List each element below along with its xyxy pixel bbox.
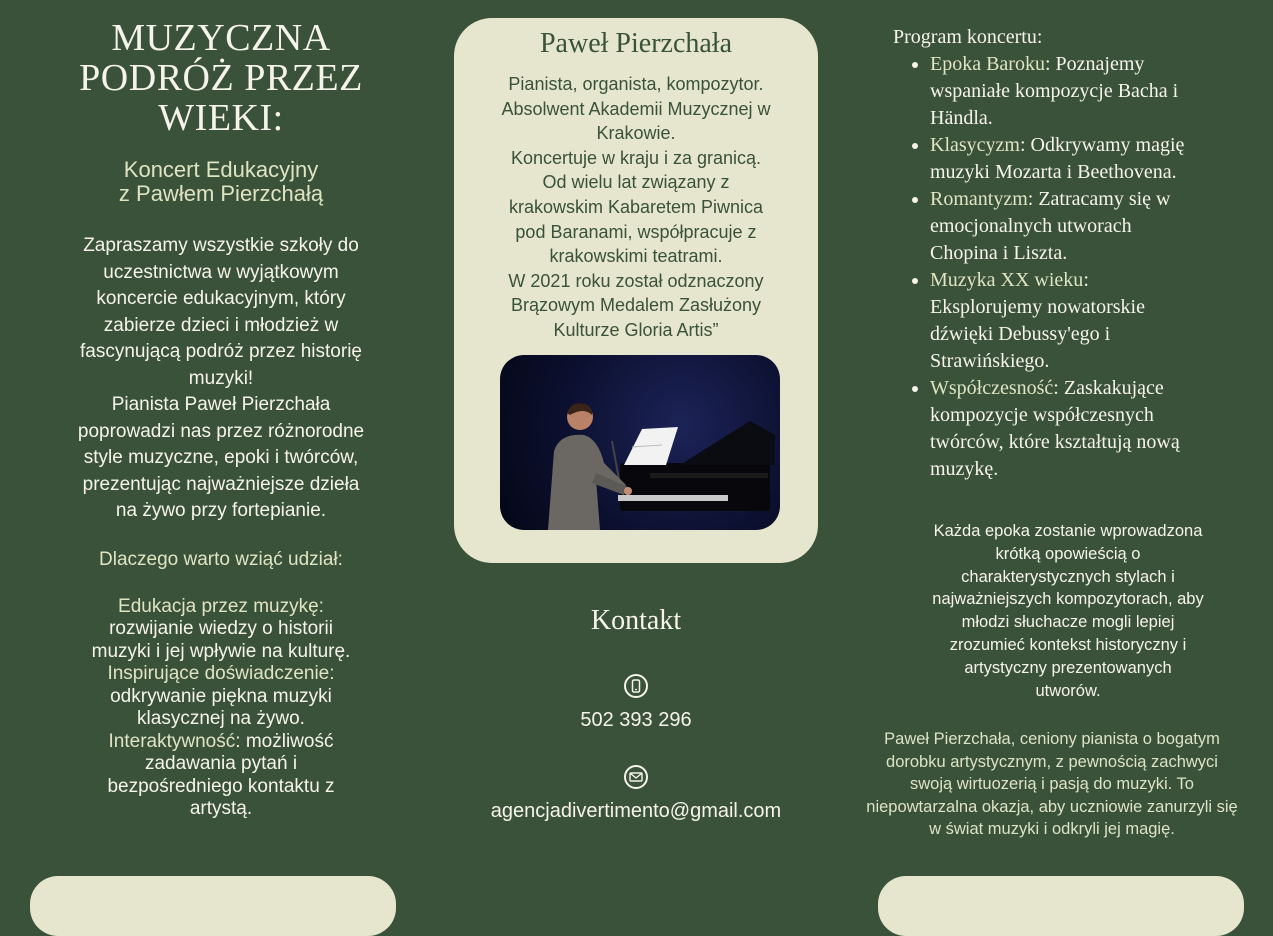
subtitle xyxy=(40,158,402,206)
epoch-text: muzykę. xyxy=(930,458,999,480)
bio-line: Brązowym Medalem Zasłużony xyxy=(510,295,762,316)
email-icon-glyph xyxy=(629,771,643,783)
program-item xyxy=(930,132,1243,186)
epoch-text: emocjonalnych utworach xyxy=(930,215,1132,237)
closing-line: w świat muzyki i odkryli jej magię. xyxy=(929,820,1175,839)
email-icon xyxy=(624,765,648,789)
intro-line: Zapraszamy wszystkie szkoły do xyxy=(83,235,359,256)
closing-line: swoją wirtuozerią i pasją do muzyki. To xyxy=(910,775,1194,794)
artist-name: Paweł Pierzchała xyxy=(539,28,733,59)
title-line: PODRÓŻ PRZEZ xyxy=(79,57,363,99)
note-line: Każda epoka zostanie wprowadzona xyxy=(933,522,1203,540)
epoch-name: Muzyka XX wieku xyxy=(930,269,1084,291)
pianist-illustration xyxy=(500,355,780,530)
epoch-text: : Zatracamy się w xyxy=(1027,188,1171,210)
artist-bio xyxy=(454,72,818,343)
closing-line: niepowtarzalna okazja, aby uczniowie zanurzyli się xyxy=(866,797,1238,816)
benefits-list xyxy=(40,596,402,821)
benefit-item xyxy=(40,596,402,664)
note-line: utworów. xyxy=(1035,681,1101,700)
note-line: charakterystycznych stylach i xyxy=(961,567,1175,586)
note-line: zrozumieć kontekst historyczny i xyxy=(949,635,1187,654)
note-line: najważniejszych kompozytorach, aby xyxy=(932,590,1204,609)
epoch-name: Romantyzm xyxy=(930,188,1028,210)
artist-card xyxy=(454,18,818,563)
program-item xyxy=(930,51,1243,132)
benefit-heading-row xyxy=(40,731,402,754)
intro-line: zabierze dzieci i młodzież w xyxy=(103,314,339,336)
closing-line: Paweł Pierzchała, ceniony pianista o bogatym xyxy=(884,730,1220,748)
benefit-line: zadawania pytań i xyxy=(144,753,298,774)
bottom-right-panel xyxy=(878,876,1244,936)
note-line: artystyczny prezentowanych xyxy=(964,658,1172,677)
title-line: MUZYCZNA xyxy=(111,17,331,59)
left-column xyxy=(40,18,402,821)
bio-line: Pianista, organista, kompozytor. xyxy=(508,74,764,94)
bio-line: krakowskim Kabaretem Piwnica xyxy=(508,196,764,217)
epoch-text: kompozycje współczesnych xyxy=(930,404,1154,426)
program-item xyxy=(930,267,1243,375)
why-heading: Dlaczego warto wziąć udział: xyxy=(99,548,343,570)
pianist-photo xyxy=(500,355,780,530)
epoch-name: Współczesność xyxy=(930,377,1054,399)
intro-paragraph xyxy=(40,233,402,525)
phone-icon-glyph xyxy=(630,679,642,693)
epoch-text: Strawińskiego. xyxy=(930,350,1050,372)
program-item xyxy=(930,375,1243,483)
epoch-text: Chopina i Liszta. xyxy=(930,242,1068,264)
intro-line: koncercie edukacyjnym, który xyxy=(96,288,346,309)
benefit-line: artystą. xyxy=(189,798,253,819)
bio-line: krakowskimi teatrami. xyxy=(549,246,723,267)
bio-line: Absolwent Akademii Muzycznej w xyxy=(501,98,771,119)
benefit-line: odkrywanie piękna muzyki xyxy=(110,685,332,707)
benefit-line: klasycznej na żywo. xyxy=(137,708,305,729)
closing-line: dorobku artystycznym, z pewnością zachwyci xyxy=(886,752,1218,771)
contact-title: Kontakt xyxy=(590,605,682,636)
epoch-text: Händla. xyxy=(930,107,993,129)
benefit-heading: Edukacja przez muzykę: xyxy=(118,595,324,617)
intro-line: style muzyczne, epoki i twórców, xyxy=(83,447,359,468)
epoch-text: : xyxy=(1083,269,1089,291)
epoch-text: twórców, które kształtują nową xyxy=(930,431,1180,453)
phone-icon xyxy=(624,674,648,698)
epoch-text: dźwięki Debussy'ego i xyxy=(930,323,1111,345)
epoch-text: : Odkrywamy magię xyxy=(1019,134,1185,156)
intro-line: Pianista Paweł Pierzchała xyxy=(111,394,331,415)
intro-line: uczestnictwa w wyjątkowym xyxy=(103,261,339,283)
benefit-line: bezpośredniego kontaktu z xyxy=(107,775,335,797)
benefit-item xyxy=(40,663,402,731)
program-heading: Program koncertu: xyxy=(893,26,1043,48)
benefit-item xyxy=(40,731,402,821)
program-section xyxy=(893,24,1243,483)
benefit-heading: Inspirujące doświadczenie: xyxy=(107,663,335,684)
bio-line: Kulturze Gloria Artis” xyxy=(553,319,719,340)
intro-line: fascynującą podróż przez historię xyxy=(80,341,362,362)
intro-line: poprowadzi nas przez różnorodne xyxy=(77,420,365,442)
bottom-left-panel xyxy=(30,876,396,936)
bio-line: Krakowie. xyxy=(596,123,676,144)
page-title xyxy=(40,18,402,138)
epoch-name: Epoka Baroku xyxy=(930,53,1045,75)
bio-line: W 2021 roku został odznaczony xyxy=(508,270,764,291)
benefit-line: rozwijanie wiedzy o historii xyxy=(109,618,333,639)
subtitle-line: Koncert Edukacyjny xyxy=(123,157,319,182)
program-list xyxy=(893,51,1243,483)
title-line: WIEKI: xyxy=(158,97,284,139)
email-address[interactable]: agencjadivertimento@gmail.com xyxy=(490,800,782,822)
bio-line: Od wielu lat związany z xyxy=(542,172,730,193)
benefit-heading: Interaktywność xyxy=(108,730,236,752)
epoch-text: wspaniałe kompozycje Bacha i xyxy=(930,80,1179,102)
intro-line: na żywo przy fortepianie. xyxy=(115,500,327,521)
intro-line: muzyki! xyxy=(188,367,254,389)
epoch-text: : Zaskakujące xyxy=(1053,377,1164,399)
contact-section xyxy=(470,604,802,823)
epoch-text: : Poznajemy xyxy=(1044,53,1145,75)
bio-line: Koncertuje w kraju i za granicą. xyxy=(510,147,762,168)
benefit-line: muzyki i jej wpływie na kulturę. xyxy=(91,640,351,662)
phone-number[interactable]: 502 393 296 xyxy=(580,709,692,731)
bio-line: pod Baranami, współpracuje z xyxy=(515,221,757,242)
benefit-heading-suffix: : możliwość xyxy=(235,730,334,752)
closing-note xyxy=(840,728,1264,841)
note-line: młodzi słuchacze mogli lepiej xyxy=(961,613,1175,632)
epoch-text: muzyki Mozarta i Beethovena. xyxy=(930,161,1177,183)
intro-line: prezentując najważniejsze dzieła xyxy=(82,473,360,495)
note-line: krótką opowieścią o xyxy=(995,544,1141,563)
epoch-name: Klasycyzm xyxy=(930,134,1020,156)
program-item xyxy=(930,186,1243,267)
epoch-note xyxy=(903,520,1233,702)
subtitle-line: z Pawłem Pierzchałą xyxy=(118,181,324,206)
epoch-text: Eksplorujemy nowatorskie xyxy=(930,296,1145,318)
